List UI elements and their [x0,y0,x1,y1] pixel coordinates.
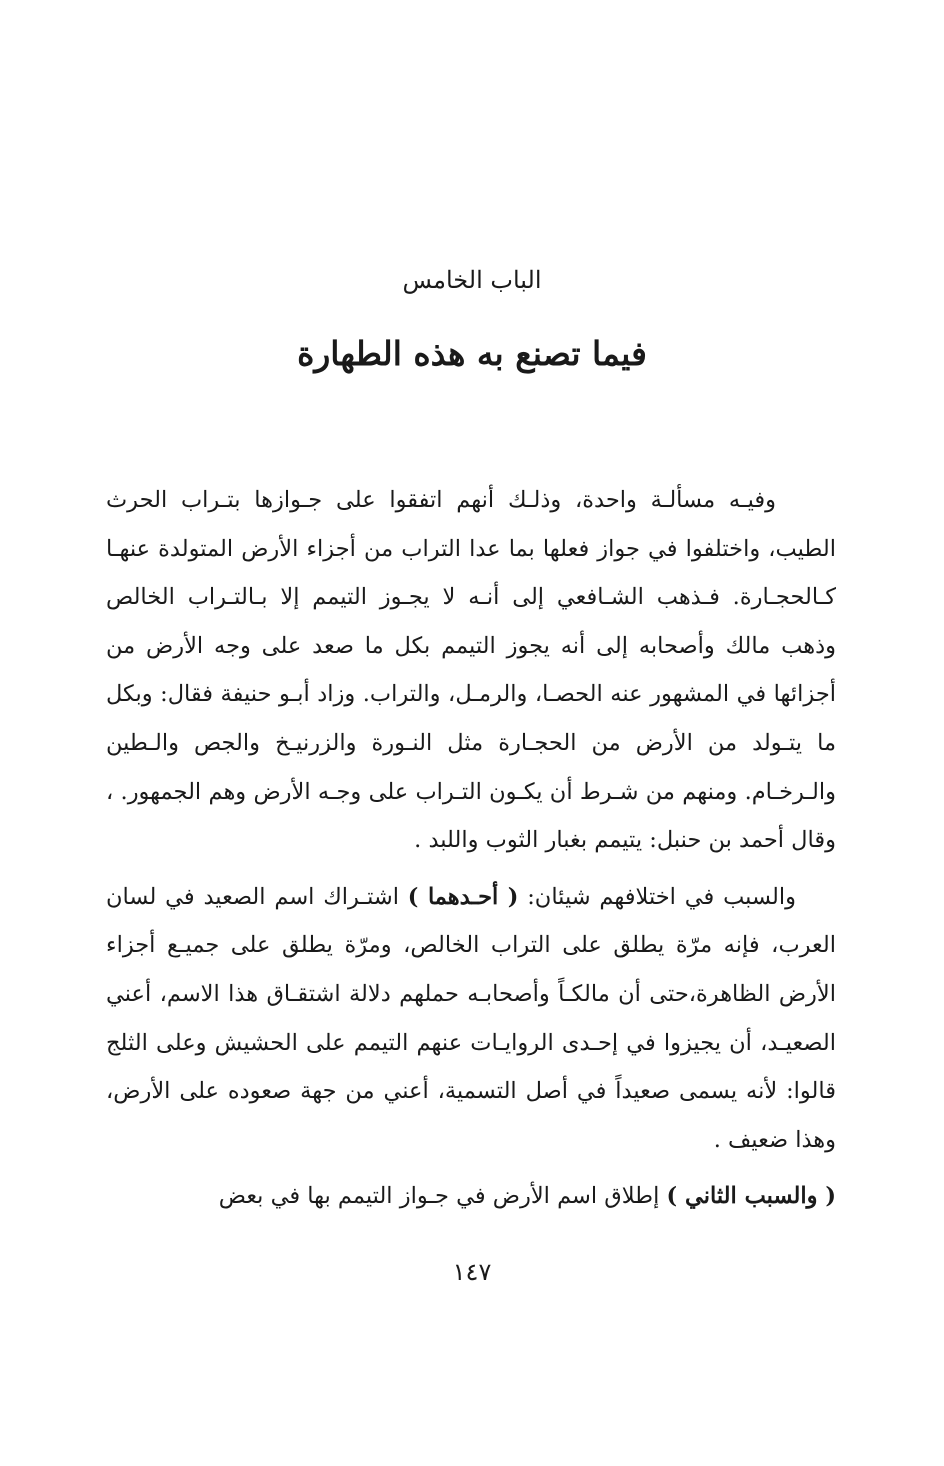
paragraph-2-body: اشتـراك اسم الصعيد في لسان العرب، فإنه مرّة يطلق على التراب الخالص، ومرّة يطلق على جميـع أجزاء الأرض الظاهرة،حتى أن مالكـاً وأصحابـه حملهم دلالة اشتقـاق هذا الاسم، أعني الصعيـد، أن يجيزوا في إحـدى الروايـات عنهم التيمم على الحشيش وعلى الثلج قالوا: لأنه يسمى صعيداً في أصل التسمية، أعني من جهة صعوده على الأرض، وهذا ضعيف . [106,883,836,1153]
body-text [106,476,836,1229]
paragraph-2 [106,873,836,1165]
paragraph-3 [106,1172,836,1221]
paragraph-3-body: إطلاق اسم الأرض في جـواز التيمم بها في بعض [218,1183,667,1210]
page-number: ١٤٧ [452,1258,492,1286]
paragraph-2-intro: والسبب في اختلافهم شيئان: [518,883,796,910]
paragraph-2-emphasis: ( أحـدهما ) [407,883,519,910]
paragraph-1: وفيـه مسألـة واحدة، وذلـك أنهم اتفقوا على جـوازها بتـراب الحرث الطيب، واختلفوا في جواز فعلها بما عدا التراب من أجزاء الأرض المتولدة عنهـا كـالحجـارة. فـذهب الشـافعي إلى أنـه لا يجـوز التيمم إلا بـالتـراب الخالص وذهب مالك وأصحابه إلى أنه يجوز التيمم بكل ما صعد على وجه الأرض من أجزائها في المشهور عنه الحصـا، والرمـل، والتراب. وزاد أبـو حنيفة فقال: وبكل ما يتـولد من الأرض من الحجـارة مثل النـورة والزرنيـخ والجص والـطين والـرخـام. ومنهم من شـرط أن يكـون التـراب على وجـه الأرض وهم الجمهور. ، وقال أحمد بن حنبل: يتيمم بغبار الثوب واللبد . [106,487,836,854]
chapter-label: الباب الخامس [402,266,542,294]
chapter-title: فيما تصنع به هذه الطهارة [297,334,647,373]
paragraph-3-emphasis: ( والسبب الثاني ) [666,1183,836,1210]
